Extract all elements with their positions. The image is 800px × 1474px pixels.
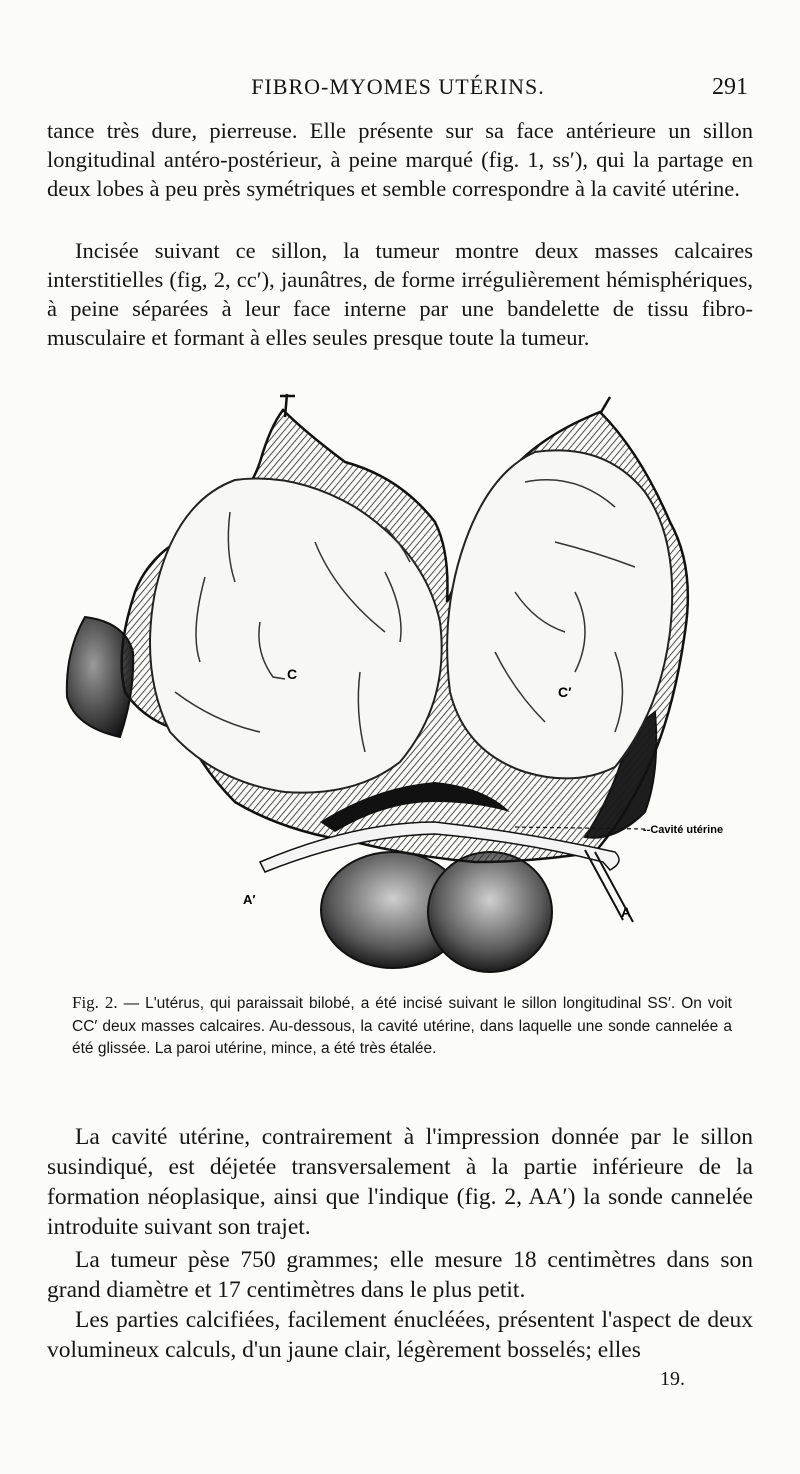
lower-lobes: [321, 852, 552, 972]
paragraph-3: La cavité utérine, contrairement à l'impression donnée par le sillon susindiqué, est déjetée transversalement à la partie inférieure de la formation néoplasique, ainsi que l'indique (fig. 2, AA′) la sonde cannelée introduite suivant son trajet.: [47, 1124, 753, 1240]
paragraph-2: Incisée suivant ce sillon, la tumeur montre deux masses calcaires interstitielles (fig, 2, cc′), jaunâtres, de forme irrégulièrement hémisphériques, à peine séparées à leur face interne par une bandelette de tissu fibro-musculaire et formant à elles seules presque toute la tumeur.: [47, 238, 753, 350]
page-number: 291: [712, 74, 748, 100]
label-cavite: --Cavité utérine: [643, 824, 724, 836]
label-a: A: [621, 904, 632, 920]
label-a-prime: A′: [243, 892, 256, 907]
uterus-illustration: [55, 392, 755, 982]
running-title: FIBRO-MYOMES UTÉRINS.: [251, 74, 545, 99]
paragraph-1: tance très dure, pierreuse. Elle présente sur sa face antérieure un sillon longitudinal antéro-postérieur, à peine marqué (fig. 1, ss′), qui la partage en deux lobes à peu près symétriques et semble correspondre à la cavité utérine.: [47, 118, 753, 201]
signature-mark: 19.: [660, 1368, 685, 1390]
page-header: [48, 74, 748, 108]
calcareous-mass-c-prime: [447, 450, 672, 778]
caption-label: Fig. 2.: [72, 993, 118, 1012]
paragraph-5: Les parties calcifiées, facilement énucléées, présentent l'aspect de deux volumineux calculs, d'un jaune clair, légèrement bosselés; elles: [47, 1307, 753, 1363]
figure-2: [55, 392, 755, 982]
label-c-prime: C′: [558, 684, 572, 700]
label-c: C: [287, 666, 298, 682]
caption-text: — L'utérus, qui paraissait bilobé, a été incisé suivant le sillon longitudinal SS′. On voit CC′ deux masses calcaires. Au-dessous, la cavité utérine, dans laquelle une sonde cannelée a été glissée. La paroi utérine, mince, a été très étalée.: [72, 995, 732, 1057]
figure-caption: [72, 992, 732, 1061]
paragraph-4: La tumeur pèse 750 grammes; elle mesure 18 centimètres dans son grand diamètre et 17 centimètres dans le plus petit.: [47, 1247, 753, 1303]
